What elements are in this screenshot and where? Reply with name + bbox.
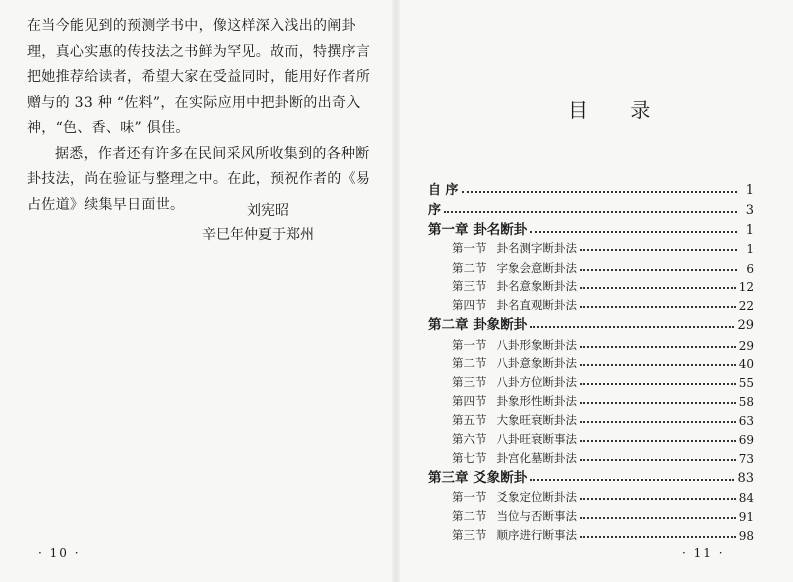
toc-section-entry xyxy=(452,506,754,524)
toc-entry-label xyxy=(452,278,577,294)
toc-entry-label: 第三章 爻象断卦 xyxy=(428,470,528,486)
toc-entry-label xyxy=(452,260,577,276)
toc-page-number: 98 xyxy=(738,529,754,543)
preface-paragraph-2: 据悉，作者还有许多在民间采风所收集到的各种断卦技法，尚在验证与整理之中。在此，预祝作者的《易占佐道》续集早日面世。 xyxy=(27,145,371,213)
toc-leader-dots xyxy=(530,231,737,233)
toc-entry-label xyxy=(452,431,577,447)
toc-entry-label xyxy=(452,374,577,390)
toc-entry-label: 序 xyxy=(428,203,442,218)
toc-section-title: 八卦方位断卦法 xyxy=(496,375,577,389)
toc-entry-label xyxy=(452,393,577,409)
toc-section-entry xyxy=(452,276,754,294)
toc-leader-dots xyxy=(580,269,737,271)
toc-section-title: 卦宫化墓断卦法 xyxy=(496,451,577,465)
toc-section-title: 八卦旺衰断事法 xyxy=(496,432,577,446)
toc-section-entry xyxy=(452,410,754,428)
toc-section-title: 当位与否断事法 xyxy=(496,509,577,523)
toc-page-number: 91 xyxy=(738,510,754,524)
toc-page-number: 1 xyxy=(745,223,754,238)
toc-entry-label xyxy=(452,489,577,505)
toc-section-number: 第六节 xyxy=(452,432,487,446)
toc-entry-label xyxy=(452,240,577,256)
toc-entry-label xyxy=(452,412,577,428)
toc-entry-label: 第二章 卦象断卦 xyxy=(428,317,528,333)
toc-title: 目 录 xyxy=(568,98,669,122)
toc-section-number: 第四节 xyxy=(452,394,487,408)
toc-leader-dots xyxy=(444,211,737,213)
toc-leader-dots xyxy=(580,402,736,404)
toc-section-title: 八卦意象断卦法 xyxy=(496,356,577,370)
toc-section-entry xyxy=(452,429,754,447)
toc-section-entry xyxy=(452,335,754,353)
toc-leader-dots xyxy=(580,421,736,423)
toc-section-entry xyxy=(452,525,754,543)
toc-entry-label xyxy=(452,297,577,313)
toc-leader-dots xyxy=(530,326,734,328)
toc-section-number: 第一节 xyxy=(452,490,487,504)
toc-page-number: 3 xyxy=(745,203,754,218)
toc-entry-label xyxy=(452,527,577,543)
toc-page-number: 69 xyxy=(738,433,754,447)
toc-section-entry xyxy=(452,258,754,276)
preface-date: 辛巳年仲夏于郑州 xyxy=(202,227,314,243)
toc-chapter-entry xyxy=(428,315,754,333)
toc-section-entry xyxy=(452,295,754,313)
toc-section-entry xyxy=(452,238,754,256)
toc-section-title: 卦象形性断卦法 xyxy=(496,394,577,408)
preface-text xyxy=(27,14,375,218)
book-gutter xyxy=(392,0,400,582)
toc-page-number: 40 xyxy=(738,357,754,371)
toc-front-entry xyxy=(428,200,754,218)
toc-section-title: 大象旺衰断卦法 xyxy=(496,413,577,427)
toc-page-number: 55 xyxy=(738,376,754,390)
toc-page-number: 6 xyxy=(746,262,754,276)
toc-page-number: 58 xyxy=(738,395,754,409)
toc-section-number: 第一节 xyxy=(452,241,487,255)
toc-page-number: 12 xyxy=(738,280,754,294)
toc-leader-dots xyxy=(580,517,736,519)
toc-leader-dots xyxy=(580,364,736,366)
toc-section-entry xyxy=(452,372,754,390)
toc-page-number: 83 xyxy=(737,471,754,486)
toc-section-title: 卦名意象断卦法 xyxy=(496,279,577,293)
toc-section-number: 第五节 xyxy=(452,413,487,427)
toc-leader-dots xyxy=(580,459,736,461)
toc-entry-label xyxy=(452,355,577,371)
toc-leader-dots xyxy=(580,498,736,500)
toc-leader-dots xyxy=(530,479,734,481)
toc-page-number: 1 xyxy=(745,183,754,198)
toc-section-number: 第二节 xyxy=(452,509,487,523)
toc-section-title: 字象会意断卦法 xyxy=(496,261,577,275)
toc-leader-dots xyxy=(580,287,736,289)
toc-section-number: 第三节 xyxy=(452,528,487,542)
toc-section-number: 第三节 xyxy=(452,279,487,293)
toc-page-number: 22 xyxy=(738,299,754,313)
toc-section-number: 第四节 xyxy=(452,298,487,312)
toc-section-entry xyxy=(452,353,754,371)
toc-section-number: 第三节 xyxy=(452,375,487,389)
toc-section-title: 八卦形象断卦法 xyxy=(496,338,577,352)
toc-leader-dots xyxy=(580,440,736,442)
preface-author: 刘宪昭 xyxy=(247,203,289,219)
toc-page-number: 73 xyxy=(738,452,754,466)
toc-entry-label xyxy=(452,508,577,524)
toc-leader-dots xyxy=(580,536,736,538)
toc-page-number: 1 xyxy=(746,242,754,256)
toc-section-number: 第二节 xyxy=(452,356,487,370)
toc-section-title: 卦名直观断卦法 xyxy=(496,298,577,312)
toc-entry-label: 第一章 卦名断卦 xyxy=(428,222,528,238)
toc-entry-label xyxy=(452,450,577,466)
toc-section-entry xyxy=(452,448,754,466)
toc-entry-label: 自 序 xyxy=(428,183,459,198)
toc-leader-dots xyxy=(580,249,737,251)
toc-section-title: 爻象定位断卦法 xyxy=(496,490,577,504)
toc-section-number: 第七节 xyxy=(452,451,487,465)
toc-page-number: 84 xyxy=(738,491,754,505)
toc-section-title: 卦名测字断卦法 xyxy=(496,241,577,255)
page-number-right: · 11 · xyxy=(682,546,725,560)
preface-paragraph-1: 在当今能见到的预测学书中，像这样深入浅出的阐卦理，真心实惠的传技法之书鲜为罕见。故而，特撰序言把她推荐给读者，希望大家在受益同时，能用好作者所赠与的 33 种 “佐料”，在实际应用中把卦断的出奇入神，“色、香、味” 俱佳。 xyxy=(27,18,371,136)
toc-page-number: 63 xyxy=(738,414,754,428)
toc-page-number: 29 xyxy=(737,318,754,333)
toc-chapter-entry xyxy=(428,468,754,486)
toc-leader-dots xyxy=(580,306,736,308)
toc-section-entry xyxy=(452,487,754,505)
toc-section-entry xyxy=(452,391,754,409)
toc-section-title: 顺序进行断事法 xyxy=(496,528,577,542)
page-number-left: · 10 · xyxy=(38,546,81,560)
toc-leader-dots xyxy=(580,346,736,348)
toc-front-entry xyxy=(428,180,754,198)
toc-entry-label xyxy=(452,337,577,353)
toc-leader-dots xyxy=(462,191,737,193)
toc-chapter-entry xyxy=(428,220,754,238)
toc-page-number: 29 xyxy=(738,339,754,353)
toc-leader-dots xyxy=(580,383,736,385)
toc-section-number: 第二节 xyxy=(452,261,487,275)
toc-section-number: 第一节 xyxy=(452,338,487,352)
